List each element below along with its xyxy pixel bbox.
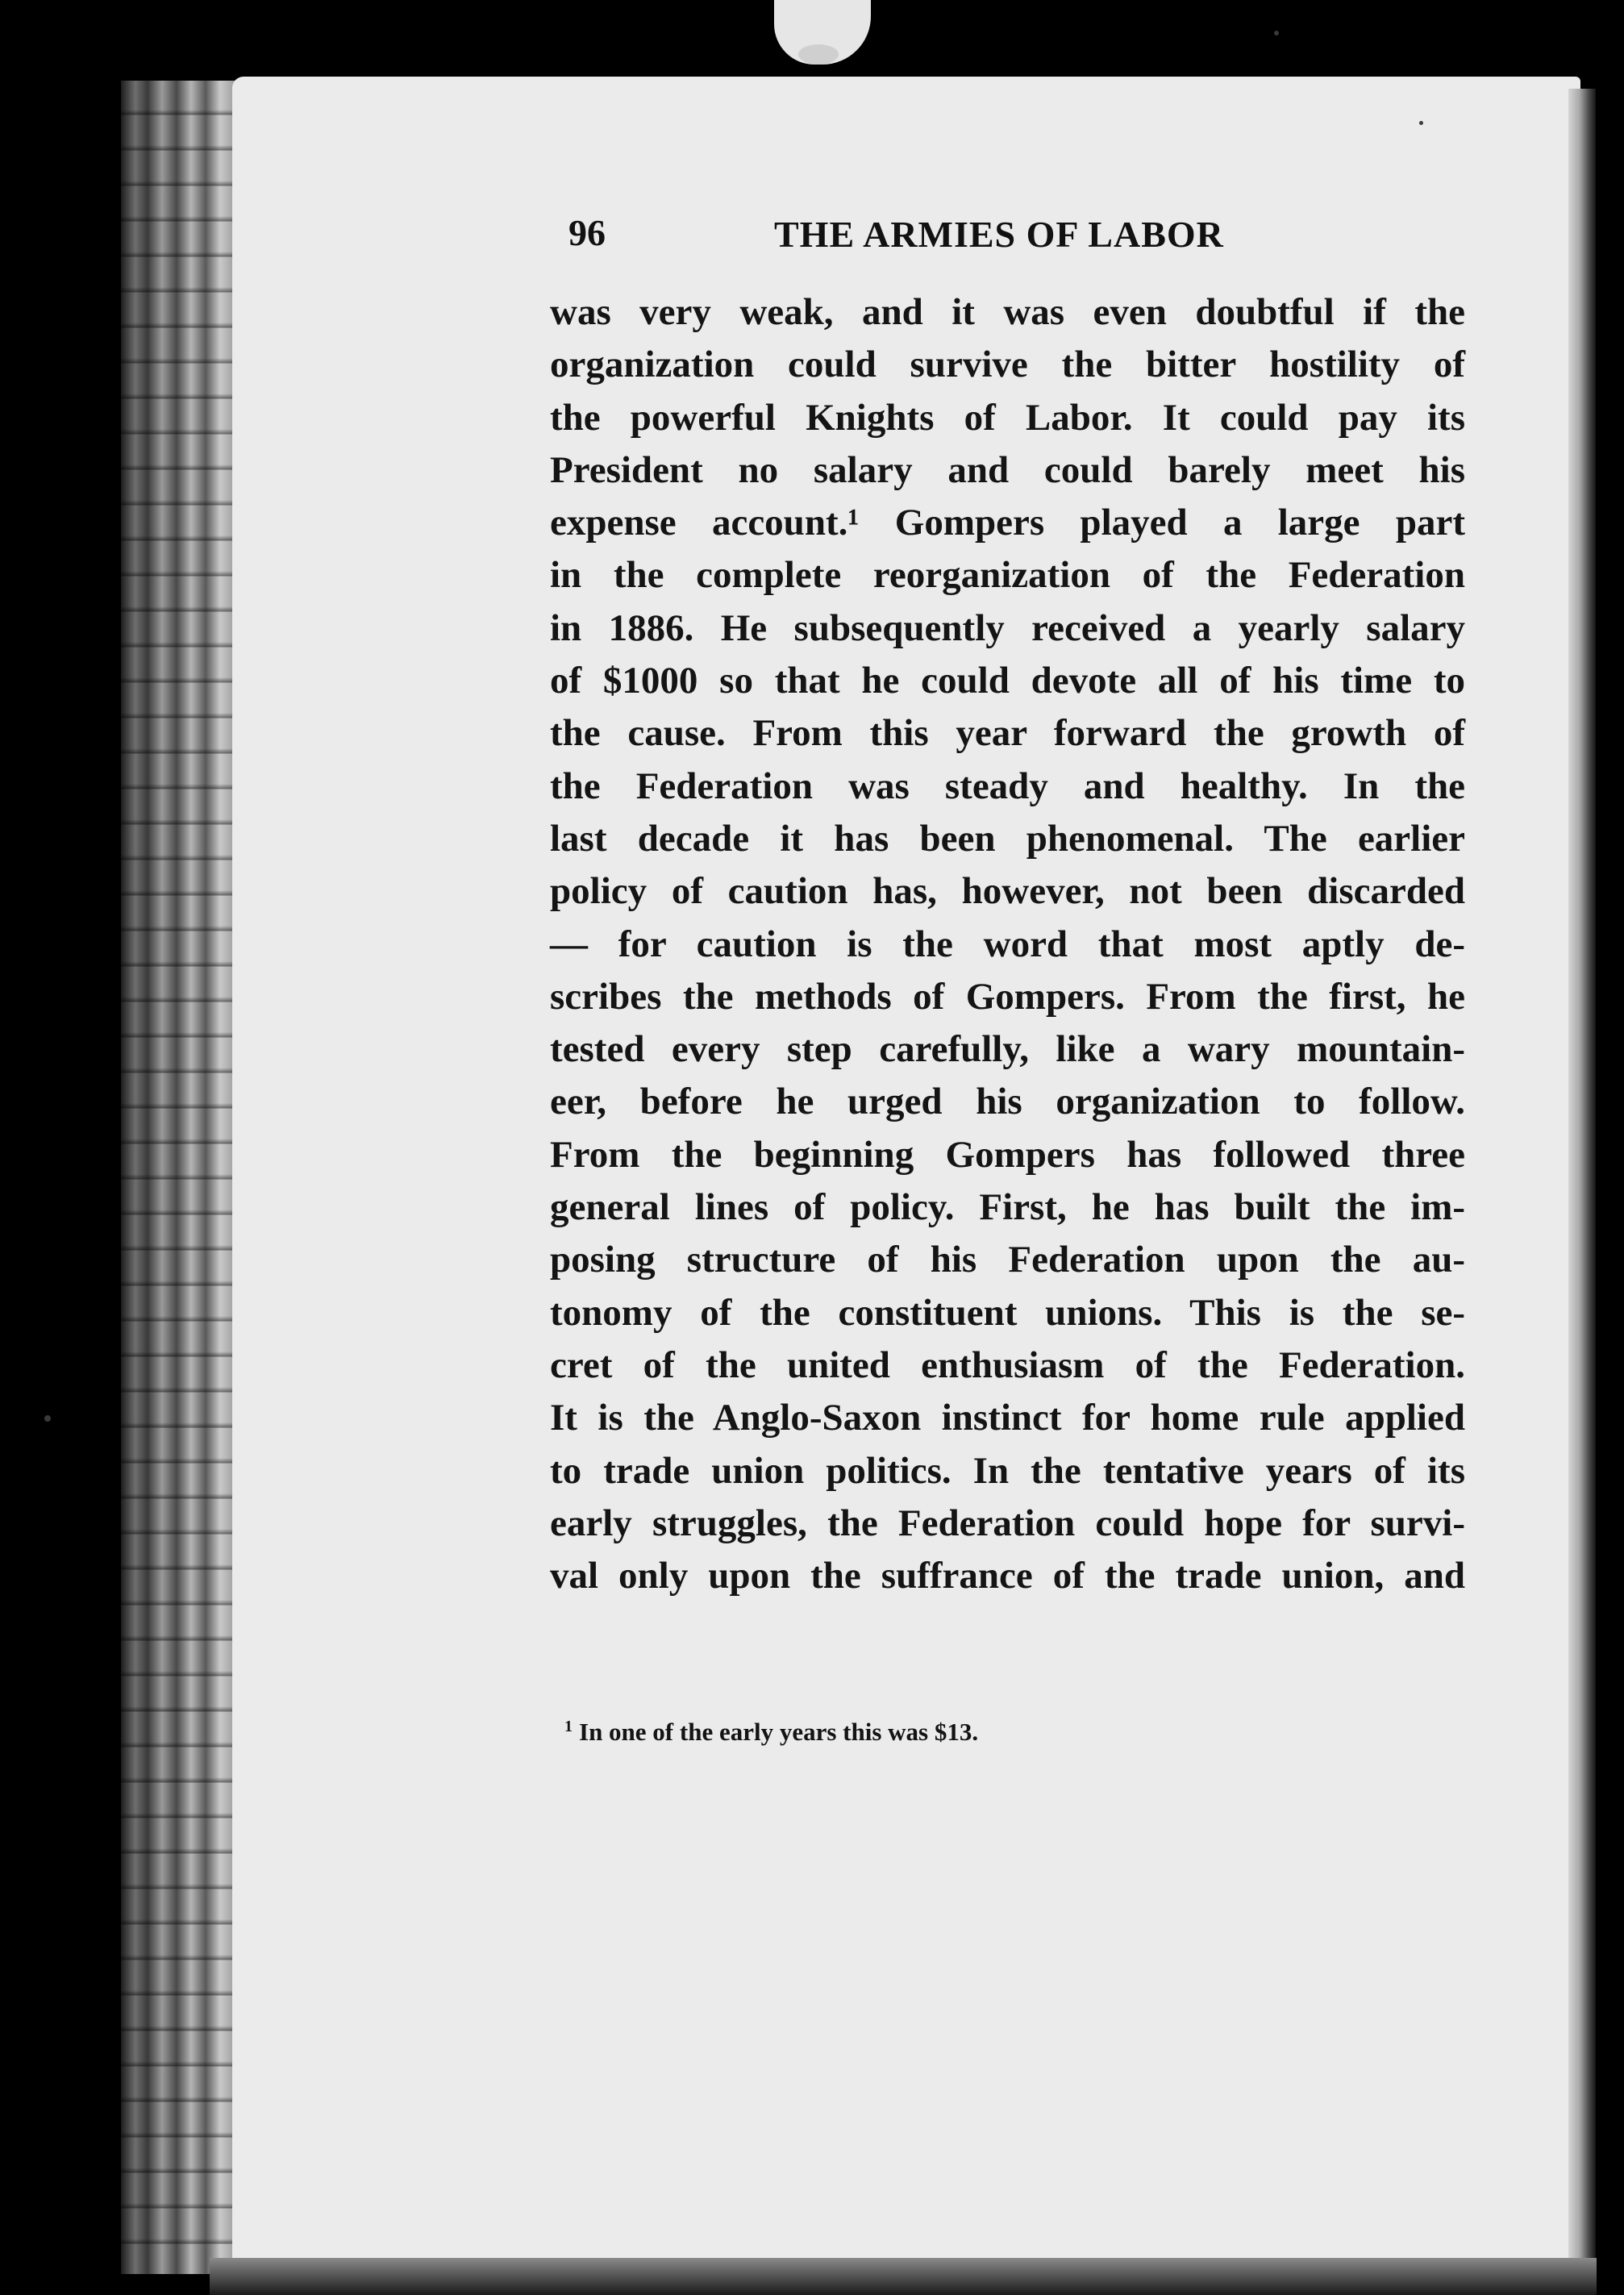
text-line: tonomy of the constituent unions. This is the se- [550, 1291, 1465, 1334]
text-line: It is the Anglo-Saxon instinct for home rule applied [550, 1397, 1465, 1439]
footnote-mark: 1 [564, 1718, 573, 1735]
text-line: organization could survive the bitter hostility of [550, 344, 1465, 386]
text-line: posing structure of his Federation upon the au- [550, 1239, 1465, 1281]
text-line: early struggles, the Federation could hope for survi- [550, 1502, 1465, 1544]
text-line: of $1000 so that he could devote all of his time to [550, 660, 1465, 702]
text-line: val only upon the suffrance of the trade union, and [550, 1555, 1465, 1597]
body-text [550, 286, 1465, 1602]
text-line: in the complete reorganization of the Federation [550, 554, 1465, 597]
text-line: general lines of policy. First, he has built the im- [550, 1186, 1465, 1229]
text-line: expense account.¹ Gompers played a large part [550, 502, 1465, 544]
text-line: the Federation was steady and healthy. In the [550, 764, 1465, 807]
film-debris-shadow [798, 44, 839, 65]
text-line: the powerful Knights of Labor. It could pay its [550, 396, 1465, 439]
text-line: in 1886. He subsequently received a yearly salary [550, 606, 1465, 649]
text-line: last decade it has been phenomenal. The earlier [550, 817, 1465, 860]
film-speck [44, 1415, 51, 1422]
book-right-edge [1568, 89, 1596, 2282]
text-line: the cause. From this year forward the growth of [550, 712, 1465, 755]
text-line: was very weak, and it was even doubtful if the [550, 291, 1465, 333]
text-line: policy of caution has, however, not been discarded [550, 870, 1465, 913]
page-number: 96 [568, 212, 606, 253]
book-bottom-shadow [210, 2258, 1597, 2295]
text-line: cret of the united enthusiasm of the Federation. [550, 1343, 1465, 1386]
text-line: eer, before he urged his organization to follow. [550, 1081, 1465, 1123]
text-line: tested every step carefully, like a wary mountain- [550, 1028, 1465, 1071]
book-left-edge-texture [121, 81, 242, 2274]
text-line: scribes the methods of Gompers. From the first, he [550, 975, 1465, 1018]
film-speck [1274, 31, 1279, 35]
text-line: — for caution is the word that most aptly de- [550, 923, 1465, 965]
text-line: President no salary and could barely meet his [550, 448, 1465, 491]
footnote [564, 1718, 978, 1747]
footnote-text: In one of the early years this was $13. [579, 1718, 979, 1746]
text-line: to trade union politics. In the tentative years of its [550, 1449, 1465, 1492]
film-speck [1419, 121, 1423, 125]
text-line: From the beginning Gompers has followed three [550, 1133, 1465, 1176]
running-header [568, 211, 1282, 268]
running-title: THE ARMIES OF LABOR [774, 214, 1224, 255]
